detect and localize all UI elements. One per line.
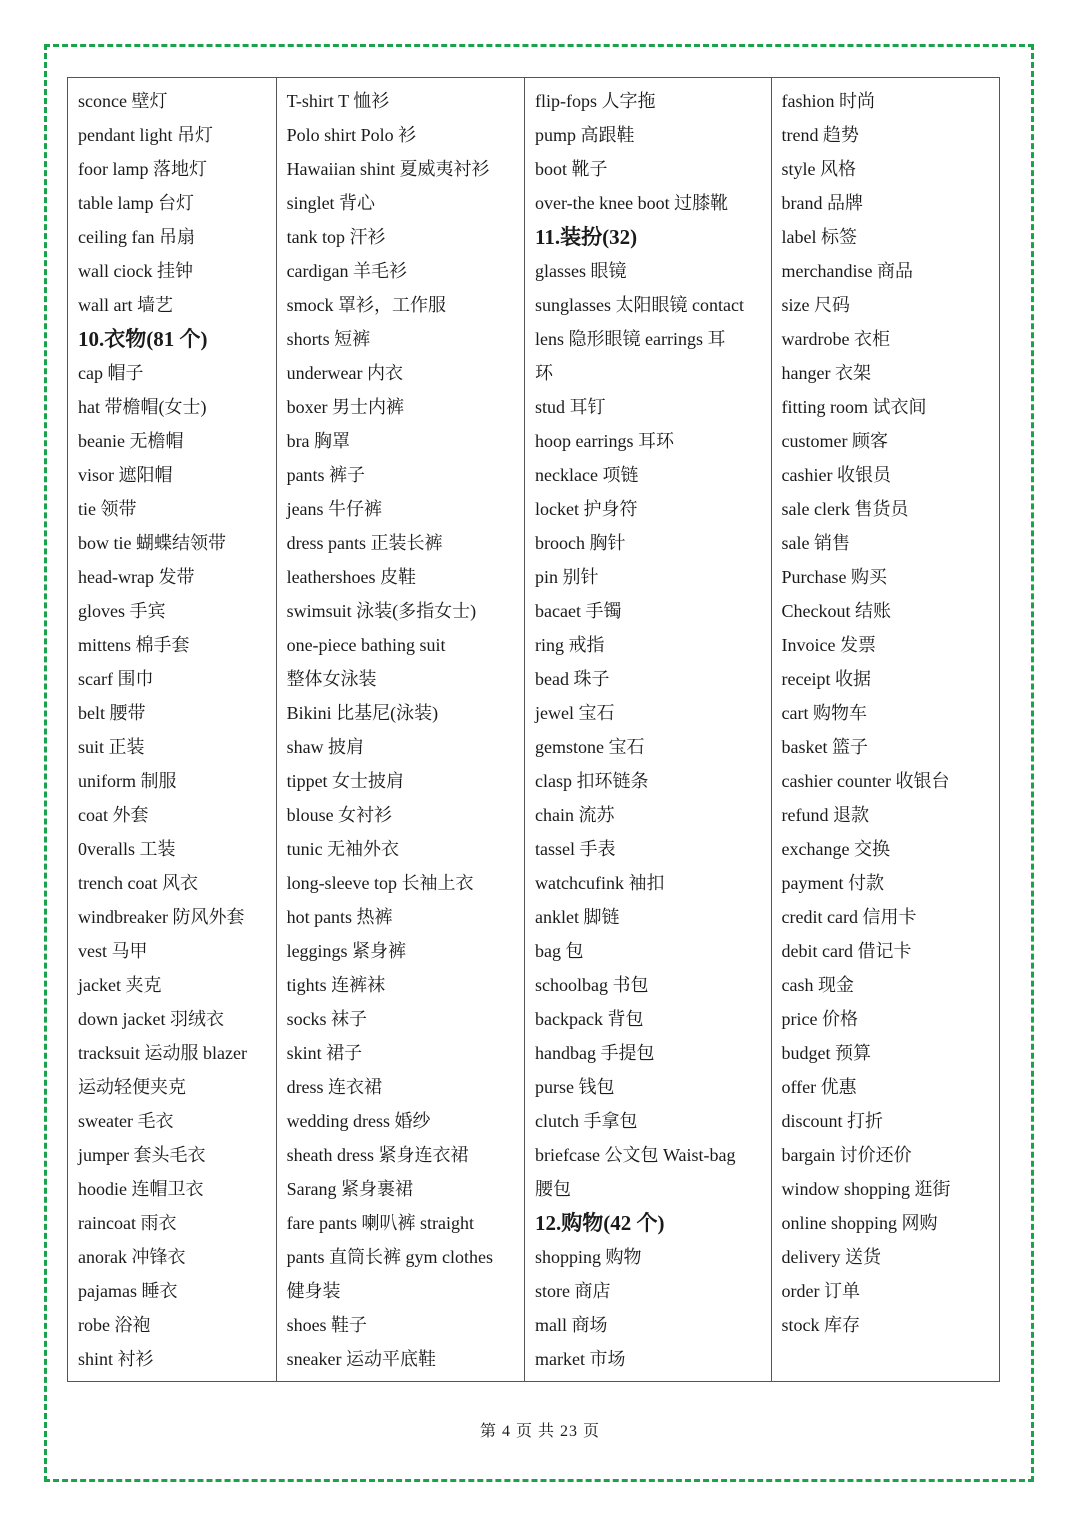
vocab-entry: window shopping 逛街 [781, 1179, 951, 1199]
vocab-entry: locket 护身符 [535, 499, 638, 519]
vocab-entry: jacket 夹克 [78, 975, 162, 995]
vocab-entry: wall art 墙艺 [78, 295, 173, 315]
vocab-entry: stud 耳钉 [535, 397, 606, 417]
vocab-entry: bow tie 蝴蝶结领带 [78, 533, 226, 553]
vocab-entry: skint 裙子 [286, 1043, 363, 1063]
vocabulary-table [67, 77, 1000, 1382]
vocab-entry: raincoat 雨衣 [78, 1213, 177, 1233]
vocab-entry: size 尺码 [781, 295, 850, 315]
vocab-entry: wardrobe 衣柜 [781, 329, 890, 349]
vocab-entry: boot 靴子 [535, 159, 608, 179]
vocab-entry: cardigan 羊毛衫 [286, 261, 408, 281]
vocab-entry: clasp 扣环链条 [535, 771, 649, 791]
vocab-entry: bra 胸罩 [286, 431, 351, 451]
vocab-column-2 [277, 78, 525, 1381]
vocab-entry: handbag 手提包 [535, 1043, 655, 1063]
vocab-entry: T-shirt T 恤衫 [286, 91, 390, 111]
vocab-entry: hoodie 连帽卫衣 [78, 1179, 204, 1199]
vocab-entry: hot pants 热裤 [286, 907, 393, 927]
vocab-entry: offer 优惠 [781, 1077, 857, 1097]
vocab-entry: sheath dress 紧身连衣裙 [286, 1145, 469, 1165]
vocab-entry: ceiling fan 吊扇 [78, 227, 195, 247]
vocab-entry: gemstone 宝石 [535, 737, 645, 757]
page-footer: 第 4 页 共 23 页 [479, 1423, 600, 1440]
vocab-entry: blouse 女衬衫 [286, 805, 393, 825]
vocab-entry: budget 预算 [781, 1043, 871, 1063]
vocab-entry: suit 正装 [78, 737, 145, 757]
vocab-entry: pants 直筒长裤 gym clothes [286, 1247, 494, 1267]
vocab-entry: beanie 无檐帽 [78, 431, 184, 451]
vocab-entry: shoes 鞋子 [286, 1315, 368, 1335]
vocab-entry: cash 现金 [781, 975, 854, 995]
vocab-entry: pajamas 睡衣 [78, 1281, 178, 1301]
vocab-entry: lens 隐形眼镜 earrings 耳 [535, 329, 726, 349]
vocab-entry: ring 戒指 [535, 635, 605, 655]
vocab-entry: tights 连裤袜 [286, 975, 386, 995]
vocab-entry: basket 篮子 [781, 737, 868, 757]
vocab-entry: tank top 汗衫 [286, 227, 386, 247]
vocab-entry: Hawaiian shint 夏威夷衬衫 [286, 159, 490, 179]
vocab-entry: 腰包 [535, 1179, 572, 1199]
vocab-entry: bag 包 [535, 941, 584, 961]
vocab-entry: price 价格 [781, 1009, 858, 1029]
vocab-entry: watchcufink 袖扣 [535, 873, 665, 893]
vocab-entry: shint 衬衫 [78, 1349, 154, 1369]
vocab-entry: brand 品牌 [781, 193, 863, 213]
vocab-entry: briefcase 公文包 Waist-bag [535, 1145, 736, 1165]
vocab-entry: tippet 女士披肩 [286, 771, 405, 791]
vocab-entry: mall 商场 [535, 1315, 608, 1335]
vocab-entry: cap 帽子 [78, 363, 144, 383]
vocab-entry: purse 钱包 [535, 1077, 615, 1097]
vocab-entry: hat 带檐帽(女士) [78, 397, 207, 417]
vocab-entry: jeans 牛仔裤 [286, 499, 383, 519]
vocab-entry: sunglasses 太阳眼镜 contact [535, 295, 744, 315]
vocab-entry: fitting room 试衣间 [781, 397, 927, 417]
vocab-entry: 0veralls 工装 [78, 839, 176, 859]
vocab-entry: trend 趋势 [781, 125, 859, 145]
vocab-entry: sweater 毛衣 [78, 1111, 174, 1131]
vocab-column-1 [68, 78, 277, 1381]
vocab-entry: debit card 借记卡 [781, 941, 912, 961]
vocab-entry: robe 浴袍 [78, 1315, 151, 1335]
vocab-entry: 环 [535, 363, 554, 383]
vocab-entry: boxer 男士内裤 [286, 397, 405, 417]
vocab-entry: necklace 项链 [535, 465, 639, 485]
vocab-entry: gloves 手宾 [78, 601, 166, 621]
vocab-entry: belt 腰带 [78, 703, 146, 723]
vocab-entry: Bikini 比基尼(泳装) [286, 703, 439, 723]
vocab-entry: order 订单 [781, 1281, 860, 1301]
vocab-entry: customer 顾客 [781, 431, 888, 451]
vocab-entry: uniform 制服 [78, 771, 177, 791]
vocab-entry: online shopping 网购 [781, 1213, 938, 1233]
vocab-entry: cashier 收银员 [781, 465, 891, 485]
vocab-entry: anklet 脚链 [535, 907, 620, 927]
vocab-entry: discount 打折 [781, 1111, 883, 1131]
vocab-entry: cashier counter 收银台 [781, 771, 950, 791]
vocab-entry: merchandise 商品 [781, 261, 913, 281]
vocab-entry: clutch 手拿包 [535, 1111, 638, 1131]
vocab-entry: anorak 冲锋衣 [78, 1247, 186, 1267]
vocab-entry: Sarang 紧身裹裙 [286, 1179, 414, 1199]
vocab-entry: sale 销售 [781, 533, 850, 553]
vocab-entry: bead 珠子 [535, 669, 610, 689]
vocab-entry: head-wrap 发带 [78, 567, 195, 587]
vocab-entry: Invoice 发票 [781, 635, 876, 655]
section-heading: 12.购物(42 个) [535, 1211, 665, 1235]
vocab-entry: fashion 时尚 [781, 91, 875, 111]
vocab-entry: long-sleeve top 长袖上衣 [286, 873, 474, 893]
vocab-entry: singlet 背心 [286, 193, 376, 213]
vocab-entry: label 标签 [781, 227, 857, 247]
vocab-entry: Checkout 结账 [781, 601, 891, 621]
vocab-entry: backpack 背包 [535, 1009, 644, 1029]
vocab-entry: delivery 送货 [781, 1247, 881, 1267]
vocab-entry: pin 别针 [535, 567, 599, 587]
vocab-entry: coat 外套 [78, 805, 149, 825]
vocab-entry: shopping 购物 [535, 1247, 642, 1267]
vocab-entry: leathershoes 皮鞋 [286, 567, 417, 587]
vocab-entry: schoolbag 书包 [535, 975, 649, 995]
vocab-entry: Polo shirt Polo 衫 [286, 125, 417, 145]
vocab-entry: credit card 信用卡 [781, 907, 917, 927]
vocab-entry: shaw 披肩 [286, 737, 365, 757]
section-heading: 10.衣物(81 个) [78, 327, 208, 351]
vocab-entry: socks 袜子 [286, 1009, 368, 1029]
vocab-entry: scarf 围巾 [78, 669, 154, 689]
vocab-entry: Purchase 购买 [781, 567, 887, 587]
vocab-entry: refund 退款 [781, 805, 869, 825]
vocab-entry: tie 领带 [78, 499, 137, 519]
vocab-entry: exchange 交换 [781, 839, 890, 859]
vocab-entry: over-the knee boot 过膝靴 [535, 193, 729, 213]
vocab-entry: market 市场 [535, 1349, 626, 1369]
vocab-entry: leggings 紧身裤 [286, 941, 407, 961]
vocab-entry: tracksuit 运动服 blazer [78, 1043, 247, 1063]
vocab-entry: windbreaker 防风外套 [78, 907, 245, 927]
vocab-entry: 整体女泳装 [286, 669, 377, 689]
vocab-entry: wedding dress 婚纱 [286, 1111, 431, 1131]
vocab-entry: stock 库存 [781, 1315, 860, 1335]
vocab-entry: glasses 眼镜 [535, 261, 627, 281]
vocab-entry: brooch 胸针 [535, 533, 626, 553]
vocab-entry: sconce 壁灯 [78, 91, 168, 111]
vocab-column-4 [772, 78, 1000, 1381]
vocab-entry: sneaker 运动平底鞋 [286, 1349, 437, 1369]
vocab-entry: chain 流苏 [535, 805, 615, 825]
vocab-entry: pants 裤子 [286, 465, 366, 485]
vocab-entry: shorts 短裤 [286, 329, 371, 349]
vocab-entry: 运动轻便夹克 [78, 1077, 186, 1097]
vocab-entry: hoop earrings 耳环 [535, 431, 675, 451]
section-heading: 11.装扮(32) [535, 225, 638, 249]
vocab-entry: fare pants 喇叭裤 straight [286, 1213, 475, 1233]
vocab-entry: sale clerk 售货员 [781, 499, 909, 519]
vocab-entry: dress 连衣裙 [286, 1077, 383, 1097]
vocab-entry: smock 罩衫，工作服 [286, 295, 447, 315]
vocab-entry: down jacket 羽绒衣 [78, 1009, 224, 1029]
vocab-entry: vest 马甲 [78, 941, 148, 961]
vocab-entry: tunic 无袖外衣 [286, 839, 400, 859]
vocab-entry: bargain 讨价还价 [781, 1145, 912, 1165]
vocab-entry: mittens 棉手套 [78, 635, 190, 655]
vocab-entry: wall ciock 挂钟 [78, 261, 193, 281]
vocab-entry: bacaet 手镯 [535, 601, 622, 621]
vocab-entry: jumper 套头毛衣 [78, 1145, 206, 1165]
vocab-entry: trench coat 风衣 [78, 873, 198, 893]
vocab-entry: foor lamp 落地灯 [78, 159, 207, 179]
vocab-entry: payment 付款 [781, 873, 884, 893]
vocab-entry: cart 购物车 [781, 703, 867, 723]
vocab-column-3 [525, 78, 771, 1381]
vocab-entry: tassel 手表 [535, 839, 616, 859]
vocab-entry: visor 遮阳帽 [78, 465, 173, 485]
vocab-entry: pendant light 吊灯 [78, 125, 213, 145]
vocab-entry: one-piece bathing suit [286, 635, 446, 655]
vocab-entry: underwear 内衣 [286, 363, 404, 383]
vocab-entry: swimsuit 泳装(多指女士) [286, 601, 477, 621]
vocab-entry: dress pants 正装长裤 [286, 533, 443, 553]
vocab-entry: style 风格 [781, 159, 856, 179]
vocab-entry: receipt 收据 [781, 669, 871, 689]
vocab-entry: hanger 衣架 [781, 363, 871, 383]
vocab-entry: pump 高跟鞋 [535, 125, 635, 145]
vocab-entry: table lamp 台灯 [78, 193, 194, 213]
vocab-entry: 健身装 [286, 1281, 341, 1301]
vocab-entry: flip-fops 人字拖 [535, 91, 656, 111]
vocab-entry: jewel 宝石 [535, 703, 615, 723]
vocab-entry: store 商店 [535, 1281, 611, 1301]
